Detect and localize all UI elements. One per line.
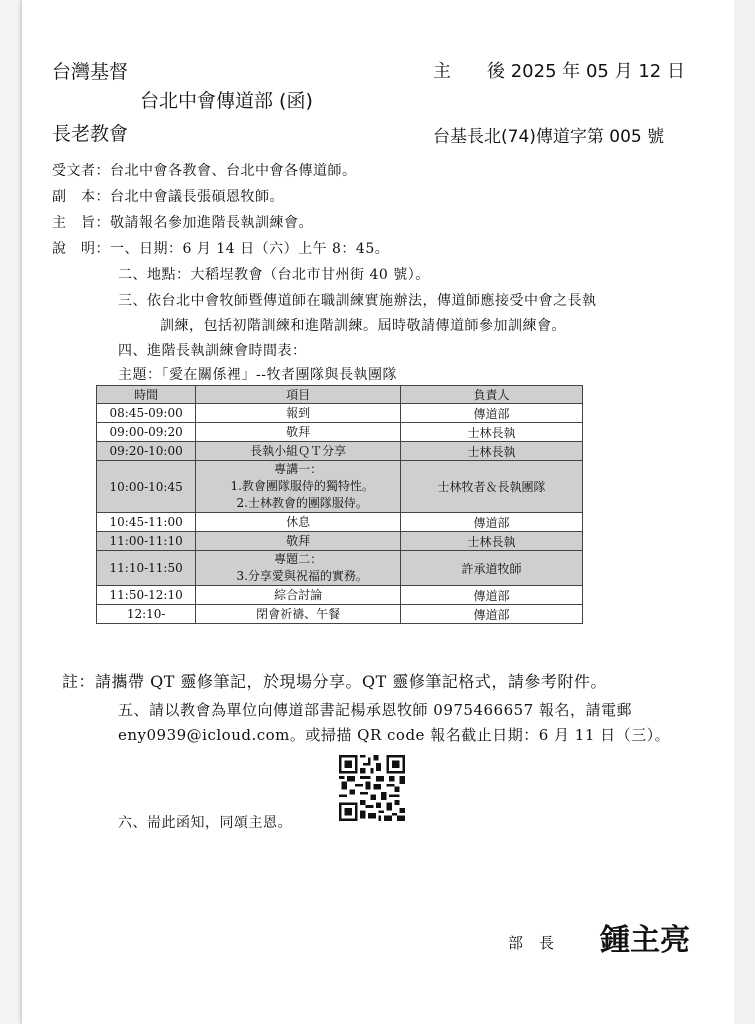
recipient-line: 受文者：台北中會各教會、台北中會各傳道師。	[52, 163, 357, 179]
cell-item	[196, 605, 401, 624]
cell-time: 11:50-12:10	[97, 586, 196, 605]
item-5b: eny0939@icloud.com。或掃描 QR code 報名截止日期：6 月 11 日（三）。	[118, 726, 671, 744]
table-row	[97, 423, 583, 442]
cell-item-line: 3.分享愛與祝福的實務。	[236, 569, 368, 583]
table-row	[97, 461, 583, 513]
explain-item-3b: 訓練，包括初階訓練和進階訓練。屆時敬請傳道師參加訓練會。	[160, 318, 566, 334]
item-6: 六、耑此函知，同頌主恩。	[118, 815, 292, 831]
document-date: 主 後 2025 年 05 月 12 日	[433, 61, 685, 82]
background-edge-right	[734, 0, 755, 1024]
cell-owner: 傳道部	[401, 513, 583, 532]
note-line: 註：請攜帶 QT 靈修筆記，於現場分享。QT 靈修筆記格式，請參考附件。	[62, 672, 607, 691]
background-edge-left	[0, 0, 22, 1024]
cell-item	[196, 423, 401, 442]
qr-code-icon[interactable]	[339, 755, 405, 821]
org-line-3: 長老教會	[52, 123, 129, 145]
cell-item-line: 休息	[286, 514, 311, 529]
cell-item-line: 專講一：	[274, 462, 323, 476]
cell-item-line: 綜合討論	[274, 587, 323, 602]
cell-owner: 傳道部	[401, 605, 583, 624]
cell-item-line: 閉會祈禱、午餐	[256, 606, 341, 621]
cell-item-line: 2.士林教會的團隊服侍。	[236, 496, 368, 510]
item-5a: 五、請以教會為單位向傳道部書記楊承恩牧師 0975466657 報名，請電郵	[118, 701, 632, 719]
cell-time: 11:00-11:10	[97, 532, 196, 551]
org-line-2: 台北中會傳道部 (函)	[140, 90, 313, 112]
document-number: 台基長北(74)傳道字第 005 號	[433, 127, 665, 147]
table-row	[97, 551, 583, 586]
cell-time: 11:10-11:50	[97, 551, 196, 586]
cell-owner: 士林長執	[401, 442, 583, 461]
subject-line: 主 旨：敬請報名參加進階長執訓練會。	[52, 215, 313, 231]
header-item: 項目	[196, 386, 401, 404]
cell-item	[196, 461, 401, 513]
cell-item	[196, 442, 401, 461]
schedule-header-row	[97, 386, 583, 404]
cell-item-line: 長執小組ＱＴ分享	[250, 443, 347, 458]
explain-item-3a: 三、依台北中會牧師暨傳道師在職訓練實施辦法，傳道師應接受中會之長執	[118, 293, 597, 309]
cell-time: 12:10-	[97, 605, 196, 624]
cell-time: 08:45-09:00	[97, 404, 196, 423]
table-row	[97, 532, 583, 551]
signature-title: 部 長	[508, 934, 555, 952]
cell-owner: 許承道牧師	[401, 551, 583, 586]
signature-name: 鍾主亮	[600, 923, 690, 958]
table-row	[97, 513, 583, 532]
table-row	[97, 442, 583, 461]
cell-owner: 傳道部	[401, 404, 583, 423]
table-row	[97, 404, 583, 423]
cell-item-line: 敬拜	[286, 424, 311, 439]
cell-item-line: 敬拜	[286, 533, 311, 548]
cell-item-line: 1.教會團隊服侍的獨特性。	[230, 479, 374, 493]
cell-item	[196, 551, 401, 586]
schedule-theme: 主題：「愛在關係裡」--牧者團隊與長執團隊	[118, 367, 397, 383]
cell-owner: 士林長執	[401, 532, 583, 551]
cell-time: 10:45-11:00	[97, 513, 196, 532]
cell-time: 09:20-10:00	[97, 442, 196, 461]
org-line-1: 台灣基督	[52, 61, 129, 83]
cc-line: 副 本：台北中會議長張碩恩牧師。	[52, 189, 284, 205]
cell-item-line: 專題二：	[274, 552, 323, 566]
header-time: 時間	[97, 386, 196, 404]
cell-time: 09:00-09:20	[97, 423, 196, 442]
cell-owner: 士林牧者＆長執團隊	[401, 461, 583, 513]
cell-item-line: 報到	[286, 405, 311, 420]
cell-time: 10:00-10:45	[97, 461, 196, 513]
cell-owner: 士林長執	[401, 423, 583, 442]
cell-item	[196, 513, 401, 532]
cell-item	[196, 404, 401, 423]
table-row	[97, 586, 583, 605]
explain-item-2: 二、地點：大稻埕教會（台北市甘州街 40 號）。	[118, 267, 430, 283]
explain-item-1: 說 明：一、日期：6 月 14 日（六）上午 8：45。	[52, 241, 390, 257]
cell-owner: 傳道部	[401, 586, 583, 605]
schedule-table	[96, 385, 583, 624]
cell-item	[196, 532, 401, 551]
cell-item	[196, 586, 401, 605]
header-owner: 負責人	[401, 386, 583, 404]
explain-item-4: 四、進階長執訓練會時間表：	[118, 343, 307, 359]
table-row	[97, 605, 583, 624]
